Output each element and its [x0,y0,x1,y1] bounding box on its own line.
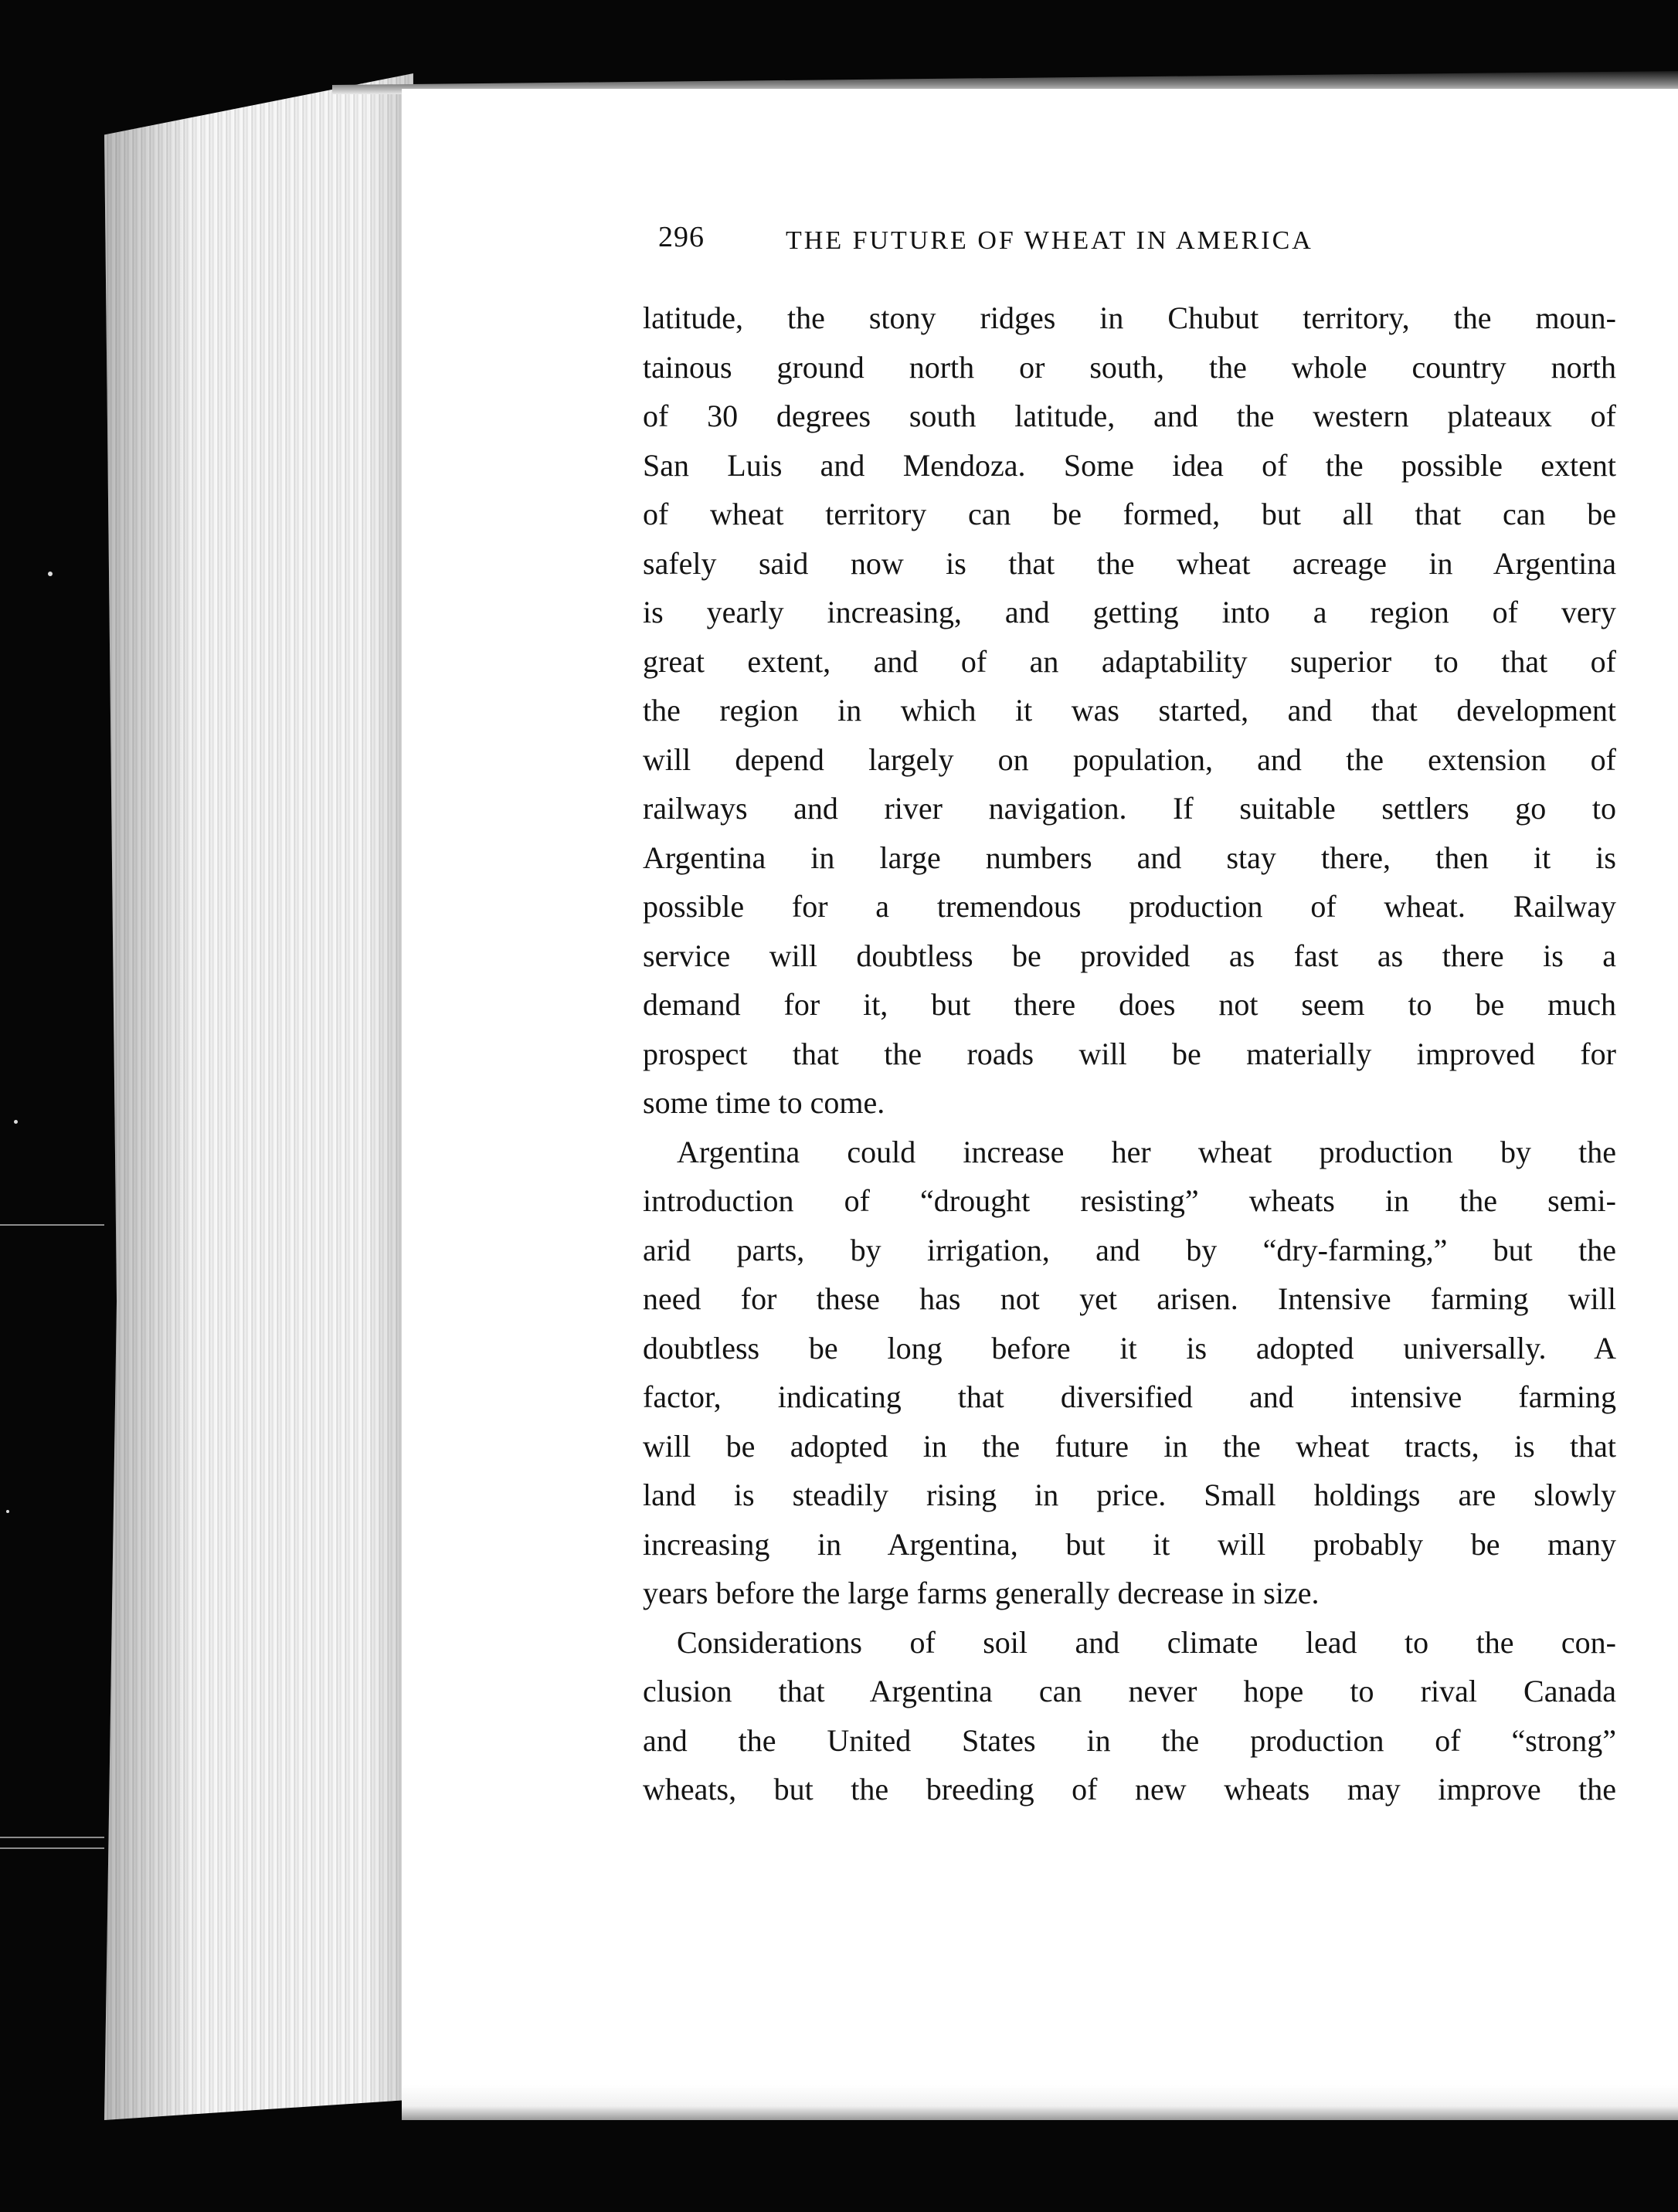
text-line: increasing in Argentina, but it will probably be many [643,1526,1616,1562]
text-line: need for these has not yet arisen. Intensive farming will [643,1281,1616,1316]
text-line: Considerations of soil and climate lead to the con- [677,1624,1616,1660]
text-line: prospect that the roads will be materially improved for [643,1036,1616,1071]
page-bottom-edge [402,2085,1678,2120]
paragraph [643,1128,1616,1618]
paragraph [643,293,1616,1128]
page-number: 296 [658,221,705,253]
text-line: safely said now is that the wheat acreage in Argentina [643,545,1616,581]
text-line: will depend largely on population, and the extension of [643,741,1616,777]
text-line: railways and river navigation. If suitable settlers go to [643,791,1616,826]
text-line: service will doubtless be provided as fast as there is a [643,938,1616,973]
scan-margin-noise [0,0,104,2212]
text-line: latitude, the stony ridges in Chubut territory, the moun- [643,300,1616,335]
text-line: arid parts, by irrigation, and by “dry-farming,” but the [643,1232,1616,1267]
dust-speck [14,1120,18,1124]
text-line: the region in which it was started, and that development [643,693,1616,728]
paragraph [643,1618,1616,1814]
text-line: factor, indicating that diversified and intensive farming [643,1379,1616,1414]
scan-line [0,1224,104,1226]
text-line: clusion that Argentina can never hope to rival Canada [643,1674,1616,1708]
text-line: wheats, but the breeding of new wheats may improve the [643,1772,1616,1807]
text-line: San Luis and Mendoza. Some idea of the possible extent [643,447,1616,483]
text-line: Argentina could increase her wheat production by the [677,1134,1616,1169]
text-line: land is steadily rising in price. Small holdings are slowly [643,1477,1616,1512]
text-line: is yearly increasing, and getting into a region of very [643,595,1616,629]
text-line: demand for it, but there does not seem to be much [643,987,1616,1022]
text-line: possible for a tremendous production of wheat. Railway [643,889,1616,924]
text-line: and the United States in the production of “strong” [643,1722,1616,1758]
page-header [658,220,1616,266]
dust-speck [48,572,53,576]
body-text [643,293,1616,1814]
text-line: great extent, and of an adaptability superior to that of [643,643,1616,679]
text-line: of wheat territory can be formed, but all that can be [643,497,1616,531]
running-title: THE FUTURE OF WHEAT IN AMERICA [786,226,1313,255]
text-line: will be adopted in the future in the wheat tracts, is that [643,1428,1616,1464]
text-line: Argentina in large numbers and stay there, then it is [643,840,1616,875]
text-line: tainous ground north or south, the whole country north [643,349,1616,385]
text-line: introduction of “drought resisting” wheats in the semi- [643,1183,1616,1218]
page-edge-shading [104,73,413,2120]
text-line: of 30 degrees south latitude, and the western plateaux of [643,399,1616,433]
scan-line [0,1847,104,1849]
text-line: years before the large farms generally decrease in size. [643,1576,1320,1610]
dust-speck [6,1510,9,1513]
text-line: doubtless be long before it is adopted universally. A [643,1330,1616,1366]
scan-line [0,1837,104,1838]
text-line: some time to come. [643,1085,885,1120]
